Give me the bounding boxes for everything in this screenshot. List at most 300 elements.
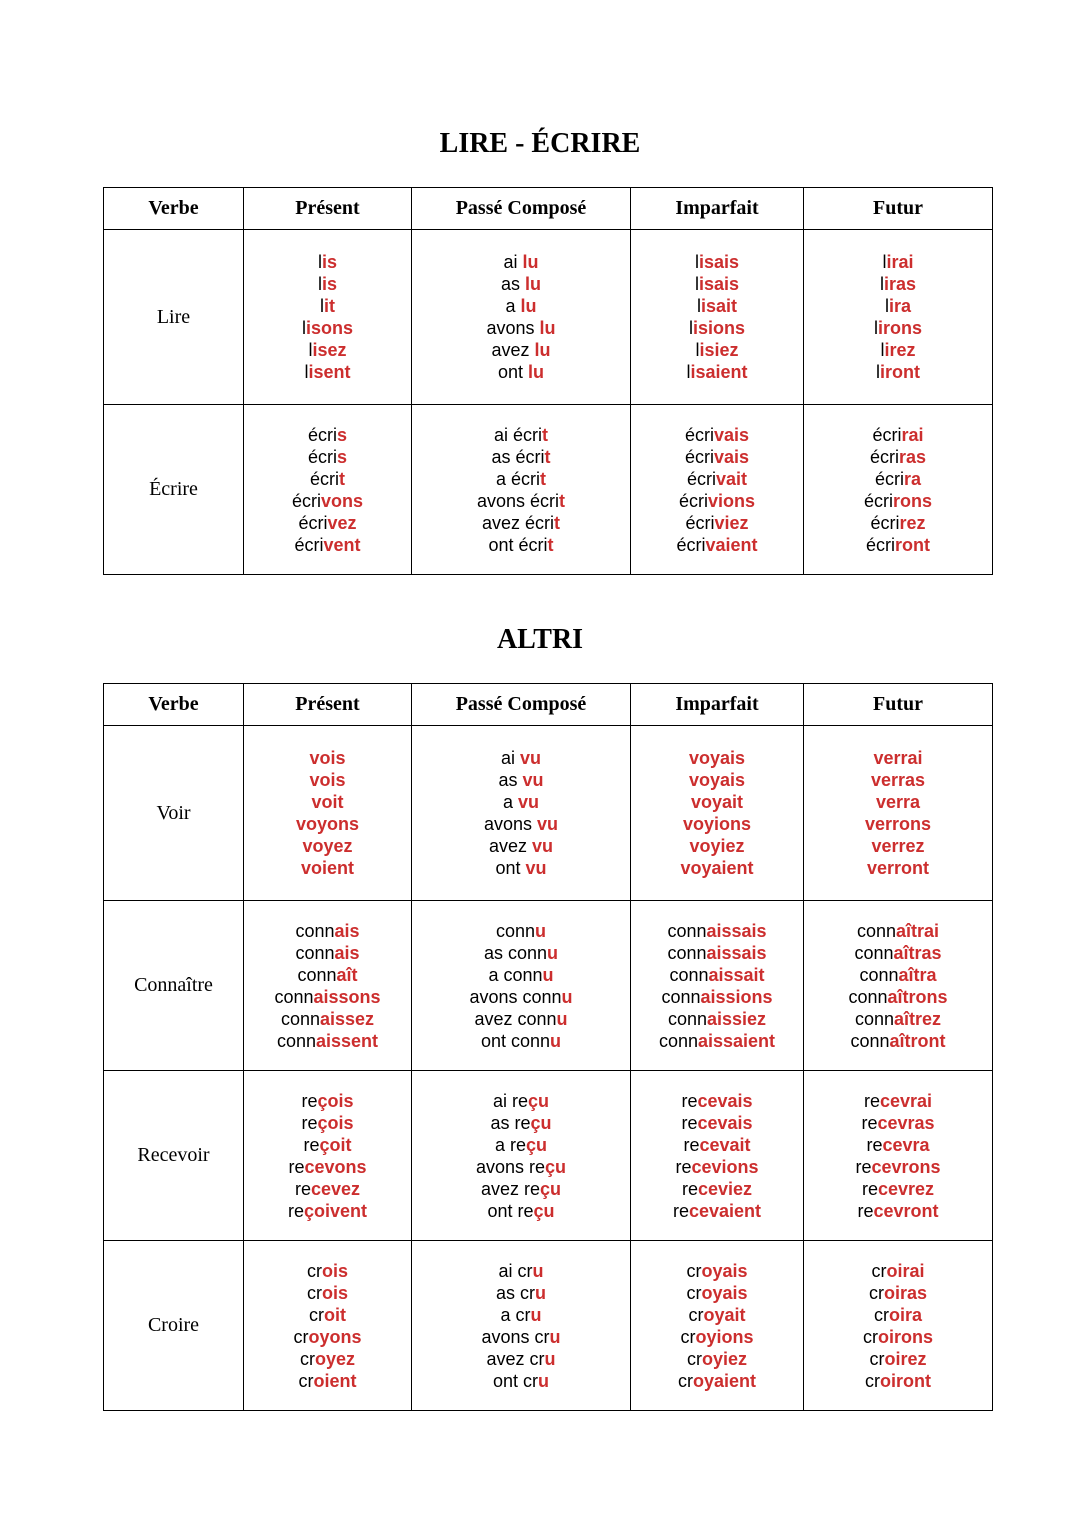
conjugated-form: [244, 1326, 411, 1348]
futur-forms: [804, 1071, 993, 1241]
form-ending: oyez: [314, 1348, 356, 1369]
conjugated-form: [244, 361, 411, 383]
form-ending: irez: [884, 340, 916, 360]
conjugated-form: [804, 1008, 992, 1030]
form-ending: iras: [883, 274, 917, 294]
form-stem: cr: [299, 1348, 315, 1369]
passe-compose-forms: [412, 1241, 631, 1411]
conjugated-form: [412, 1260, 630, 1282]
form-ending: vez: [327, 512, 357, 533]
conjugated-form: [804, 512, 992, 534]
conjugated-form: [804, 964, 992, 986]
conjugated-form: [412, 317, 630, 339]
conjugated-form: [631, 747, 803, 769]
form-ending: oyais: [701, 1282, 748, 1303]
form-ending: vons: [321, 490, 364, 511]
form-stem: conn: [669, 964, 709, 985]
form-ending: aîtrez: [894, 1008, 942, 1029]
form-stem: re: [681, 1090, 698, 1111]
form-stem: conn: [854, 1008, 894, 1029]
form-ending: vent: [323, 534, 361, 555]
conjugated-form: [412, 512, 630, 534]
form-ending: s: [337, 424, 348, 445]
form-ending: aissais: [706, 920, 767, 941]
present-forms: [244, 230, 412, 405]
conjugated-form: [244, 920, 411, 942]
imparfait-forms: [631, 230, 804, 405]
conjugated-form: [412, 920, 630, 942]
conjugated-form: [244, 1304, 411, 1326]
conjugated-form: [631, 1030, 803, 1052]
form-ending: oiront: [880, 1370, 931, 1391]
form-ending: ois: [321, 1260, 348, 1281]
form-ending: voit: [311, 792, 344, 812]
conjugated-form: [631, 1326, 803, 1348]
conjugated-form: [631, 251, 803, 273]
form-ending: aîtras: [893, 942, 942, 963]
form-ending: t: [559, 490, 566, 511]
form-ending: cevront: [873, 1200, 939, 1221]
form-stem: conn: [850, 1030, 890, 1051]
conjugated-form: [412, 791, 630, 813]
form-stem: ont: [495, 858, 526, 878]
conjugated-form: [412, 1008, 630, 1030]
conjugated-form: [244, 1134, 411, 1156]
header-verbe: Verbe: [104, 684, 244, 726]
form-stem: écri: [307, 446, 337, 467]
form-ending: aîtra: [898, 964, 937, 985]
conjugated-form: [244, 1178, 411, 1200]
form-stem: as conn: [483, 942, 548, 963]
form-ending: vu: [522, 770, 544, 790]
conjugated-form: [412, 339, 630, 361]
form-stem: cr: [293, 1326, 309, 1347]
form-stem: re: [287, 1200, 304, 1221]
conjugated-form: [631, 1348, 803, 1370]
form-ending: cevais: [697, 1090, 753, 1111]
conjugated-form: [804, 1326, 992, 1348]
form-ending: vois: [309, 770, 346, 790]
form-stem: l: [880, 340, 885, 360]
conjugated-form: [244, 317, 411, 339]
form-ending: ront: [895, 534, 930, 555]
conjugated-form: [244, 791, 411, 813]
form-stem: cr: [298, 1370, 314, 1391]
form-stem: l: [317, 274, 322, 294]
form-ending: vu: [525, 858, 547, 878]
conjugated-form: [804, 857, 992, 879]
form-stem: ont conn: [480, 1030, 551, 1051]
conjugated-form: [412, 490, 630, 512]
form-ending: is: [321, 252, 337, 272]
verb-name: Connaître: [104, 901, 244, 1071]
conjugated-form: [412, 1112, 630, 1134]
form-stem: conn: [274, 986, 314, 1007]
conjugated-form: [244, 769, 411, 791]
conjugated-form: [244, 251, 411, 273]
conjugated-form: [804, 1030, 992, 1052]
conjugated-form: [631, 490, 803, 512]
form-ending: cevra: [882, 1134, 930, 1155]
conjugated-form: [244, 1156, 411, 1178]
form-stem: re: [288, 1156, 305, 1177]
conjugated-form: [412, 361, 630, 383]
form-ending: çu: [533, 1200, 555, 1221]
conjugated-form: [631, 1304, 803, 1326]
futur-forms: [804, 230, 993, 405]
conjugated-form: [804, 1090, 992, 1112]
form-ending: ais: [334, 942, 360, 963]
conjugated-form: [804, 424, 992, 446]
form-ending: t: [540, 468, 546, 489]
form-ending: voyais: [688, 770, 746, 790]
form-stem: as: [500, 274, 525, 294]
form-stem: écri: [291, 490, 321, 511]
conjugated-form: [631, 273, 803, 295]
futur-forms: [804, 1241, 993, 1411]
form-ending: verrai: [873, 748, 923, 768]
form-ending: oyaient: [692, 1370, 757, 1391]
header-present: Présent: [244, 188, 412, 230]
conjugated-form: [631, 942, 803, 964]
form-ending: çu: [530, 1112, 552, 1133]
futur-forms: [804, 405, 993, 575]
form-stem: re: [683, 1134, 700, 1155]
header-imparfait: Imparfait: [631, 188, 804, 230]
form-stem: conn: [295, 942, 335, 963]
form-ending: voyait: [690, 792, 744, 812]
form-ending: it: [324, 296, 335, 316]
conjugated-form: [631, 512, 803, 534]
form-ending: u: [544, 1348, 556, 1369]
form-stem: avez conn: [474, 1008, 557, 1029]
form-ending: u: [542, 964, 554, 985]
conjugated-form: [244, 942, 411, 964]
form-ending: çoivent: [303, 1200, 368, 1221]
form-ending: voyaient: [680, 858, 754, 878]
conjugated-form: [412, 424, 630, 446]
form-ending: ais: [334, 920, 360, 941]
form-stem: écri: [874, 468, 904, 489]
conjugated-form: [244, 1260, 411, 1282]
form-ending: vu: [537, 814, 559, 834]
conjugated-form: [244, 1348, 411, 1370]
conjugated-form: [412, 446, 630, 468]
form-stem: l: [694, 252, 699, 272]
conjugated-form: [412, 1200, 630, 1222]
form-stem: ai cr: [498, 1260, 533, 1281]
header-passe-compose: Passé Composé: [412, 188, 631, 230]
conjugated-form: [804, 1200, 992, 1222]
form-ending: vu: [532, 836, 554, 856]
section-title-altri: ALTRI: [496, 624, 584, 655]
form-stem: l: [688, 318, 693, 338]
form-stem: cr: [873, 1304, 889, 1325]
conjugated-form: [244, 1030, 411, 1052]
conjugated-form: [244, 1282, 411, 1304]
conjugated-form: [244, 1200, 411, 1222]
form-stem: cr: [686, 1348, 702, 1369]
form-ending: u: [535, 1282, 546, 1303]
conjugated-form: [244, 747, 411, 769]
form-stem: écri: [685, 512, 715, 533]
form-ending: ois: [321, 1282, 348, 1303]
form-ending: oiras: [883, 1282, 928, 1303]
form-ending: t: [542, 424, 548, 445]
form-ending: cevions: [691, 1156, 759, 1177]
conjugated-form: [412, 747, 630, 769]
form-stem: écri: [863, 490, 893, 511]
form-ending: viez: [714, 512, 749, 533]
form-stem: conn: [856, 920, 896, 941]
conjugated-form: [804, 1282, 992, 1304]
passe-compose-forms: [412, 726, 631, 901]
form-ending: oit: [324, 1304, 346, 1325]
form-ending: ceviez: [697, 1178, 753, 1199]
conjugated-form: [631, 986, 803, 1008]
present-forms: [244, 726, 412, 901]
form-stem: re: [863, 1090, 880, 1111]
form-ending: cevrai: [879, 1090, 933, 1111]
conjugated-form: [244, 1008, 411, 1030]
conjugated-form: [804, 534, 992, 556]
present-forms: [244, 901, 412, 1071]
form-stem: l: [304, 362, 309, 382]
conjugated-form: [631, 424, 803, 446]
form-ending: t: [339, 468, 345, 489]
form-stem: cr: [865, 1370, 880, 1391]
form-stem: ai: [503, 252, 523, 272]
form-stem: écri: [307, 424, 337, 445]
form-ending: oyons: [308, 1326, 362, 1347]
form-stem: re: [866, 1134, 883, 1155]
form-ending: çu: [540, 1178, 562, 1199]
conjugated-form: [631, 857, 803, 879]
form-stem: conn: [661, 986, 701, 1007]
conjugated-form: [631, 835, 803, 857]
form-ending: lu: [534, 340, 551, 360]
form-stem: avons re: [475, 1156, 546, 1177]
form-ending: vu: [520, 748, 542, 768]
form-stem: l: [301, 318, 306, 338]
conjugated-form: [804, 1178, 992, 1200]
form-stem: écri: [865, 534, 895, 555]
form-stem: cr: [680, 1326, 696, 1347]
form-stem: cr: [677, 1370, 693, 1391]
form-stem: cr: [871, 1260, 887, 1281]
form-stem: conn: [280, 1008, 320, 1029]
form-ending: çois: [317, 1112, 354, 1133]
conjugated-form: [412, 964, 630, 986]
form-ending: aîtrons: [887, 986, 948, 1007]
form-stem: l: [696, 296, 701, 316]
conjugated-form: [804, 361, 992, 383]
form-stem: re: [303, 1134, 320, 1155]
form-ending: aîtront: [889, 1030, 946, 1051]
form-stem: cr: [862, 1326, 878, 1347]
form-ending: irons: [877, 318, 922, 338]
form-stem: ai re: [492, 1090, 528, 1111]
form-ending: vais: [713, 424, 750, 445]
conjugated-form: [412, 273, 630, 295]
imparfait-forms: [631, 726, 804, 901]
conjugated-form: [631, 361, 803, 383]
form-stem: l: [876, 362, 880, 382]
conjugated-form: [244, 1090, 411, 1112]
form-ending: oient: [313, 1370, 357, 1391]
form-stem: a: [502, 792, 518, 812]
verb-name: Lire: [104, 230, 244, 405]
form-stem: conn: [276, 1030, 316, 1051]
form-stem: conn: [667, 942, 707, 963]
conjugated-form: [804, 251, 992, 273]
conjugated-form: [631, 1282, 803, 1304]
table-row: [104, 901, 993, 1071]
form-stem: re: [672, 1200, 689, 1221]
form-ending: verront: [866, 858, 929, 878]
form-ending: cevais: [697, 1112, 753, 1133]
form-ending: cevons: [304, 1156, 367, 1177]
form-ending: lu: [522, 252, 539, 272]
conjugated-form: [244, 835, 411, 857]
conjugated-form: [631, 446, 803, 468]
form-stem: as re: [490, 1112, 531, 1133]
form-stem: l: [873, 318, 878, 338]
form-ending: oirez: [884, 1348, 927, 1369]
present-forms: [244, 1071, 412, 1241]
conjugated-form: [631, 791, 803, 813]
imparfait-forms: [631, 405, 804, 575]
form-ending: voyiez: [689, 836, 745, 856]
form-ending: verras: [870, 770, 926, 790]
verb-name: Croire: [104, 1241, 244, 1411]
conjugated-form: [804, 1260, 992, 1282]
form-ending: isaient: [690, 362, 748, 382]
conjugated-form: [412, 295, 630, 317]
form-ending: t: [547, 534, 554, 555]
conjugated-form: [804, 317, 992, 339]
form-stem: ont re: [487, 1200, 534, 1221]
form-stem: ont écri: [488, 534, 548, 555]
present-forms: [244, 1241, 412, 1411]
table-header-row: [104, 684, 993, 726]
form-stem: l: [694, 274, 699, 294]
form-stem: l: [317, 252, 322, 272]
form-stem: ont cr: [492, 1370, 539, 1391]
form-ending: isiez: [699, 340, 739, 360]
form-stem: re: [861, 1178, 878, 1199]
form-ending: isons: [305, 318, 353, 338]
conjugation-table-altri: [103, 683, 993, 1411]
form-stem: cr: [869, 1348, 885, 1369]
conjugated-form: [804, 1134, 992, 1156]
form-stem: re: [857, 1200, 874, 1221]
form-ending: voyez: [302, 836, 353, 856]
conjugated-form: [412, 1326, 630, 1348]
form-stem: l: [308, 340, 313, 360]
passe-compose-forms: [412, 405, 631, 575]
form-ending: oirai: [886, 1260, 925, 1281]
form-ending: u: [538, 1370, 550, 1391]
passe-compose-forms: [412, 230, 631, 405]
passe-compose-forms: [412, 901, 631, 1071]
form-stem: re: [681, 1178, 698, 1199]
conjugated-form: [412, 468, 630, 490]
conjugated-form: [804, 813, 992, 835]
form-ending: vait: [715, 468, 748, 489]
form-ending: vois: [309, 748, 346, 768]
form-ending: lu: [520, 296, 537, 316]
conjugated-form: [244, 273, 411, 295]
conjugated-form: [631, 1200, 803, 1222]
form-stem: a écri: [495, 468, 540, 489]
header-futur: Futur: [804, 684, 993, 726]
form-stem: as écri: [491, 446, 545, 467]
form-stem: avons cr: [481, 1326, 550, 1347]
form-ending: ra: [904, 468, 922, 489]
form-ending: isent: [308, 362, 351, 382]
form-stem: conn: [295, 920, 335, 941]
conjugated-form: [804, 490, 992, 512]
form-stem: re: [681, 1112, 698, 1133]
conjugated-form: [804, 1348, 992, 1370]
conjugated-form: [412, 1304, 630, 1326]
form-ending: voyais: [688, 748, 746, 768]
form-stem: l: [686, 362, 691, 382]
form-ending: vaient: [705, 534, 758, 555]
passe-compose-forms: [412, 1071, 631, 1241]
header-present: Présent: [244, 684, 412, 726]
table-row: [104, 1241, 993, 1411]
table-row: [104, 230, 993, 405]
form-stem: re: [301, 1090, 318, 1111]
conjugated-form: [244, 813, 411, 835]
form-ending: aissions: [700, 986, 773, 1007]
conjugated-form: [804, 835, 992, 857]
conjugated-form: [804, 1304, 992, 1326]
form-ending: u: [556, 1008, 568, 1029]
conjugated-form: [412, 769, 630, 791]
conjugated-form: [804, 747, 992, 769]
conjugated-form: [412, 1134, 630, 1156]
form-stem: ai écri: [493, 424, 542, 445]
form-stem: as: [498, 770, 523, 790]
conjugated-form: [412, 1030, 630, 1052]
futur-forms: [804, 901, 993, 1071]
form-ending: t: [554, 512, 561, 533]
form-ending: cevrons: [871, 1156, 941, 1177]
form-stem: cr: [686, 1260, 702, 1281]
form-ending: oyait: [703, 1304, 746, 1325]
verb-name: Recevoir: [104, 1071, 244, 1241]
conjugated-form: [412, 857, 630, 879]
conjugated-form: [631, 964, 803, 986]
conjugated-form: [804, 273, 992, 295]
form-stem: conn: [667, 920, 707, 941]
form-ending: aissons: [313, 986, 381, 1007]
conjugated-form: [804, 446, 992, 468]
conjugated-form: [244, 468, 411, 490]
conjugated-form: [244, 1112, 411, 1134]
conjugated-form: [631, 317, 803, 339]
conjugated-form: [244, 424, 411, 446]
form-ending: çu: [528, 1090, 550, 1111]
conjugated-form: [631, 534, 803, 556]
form-stem: avez écri: [481, 512, 555, 533]
form-stem: avons: [483, 814, 538, 834]
form-stem: a re: [494, 1134, 526, 1155]
conjugated-form: [804, 791, 992, 813]
